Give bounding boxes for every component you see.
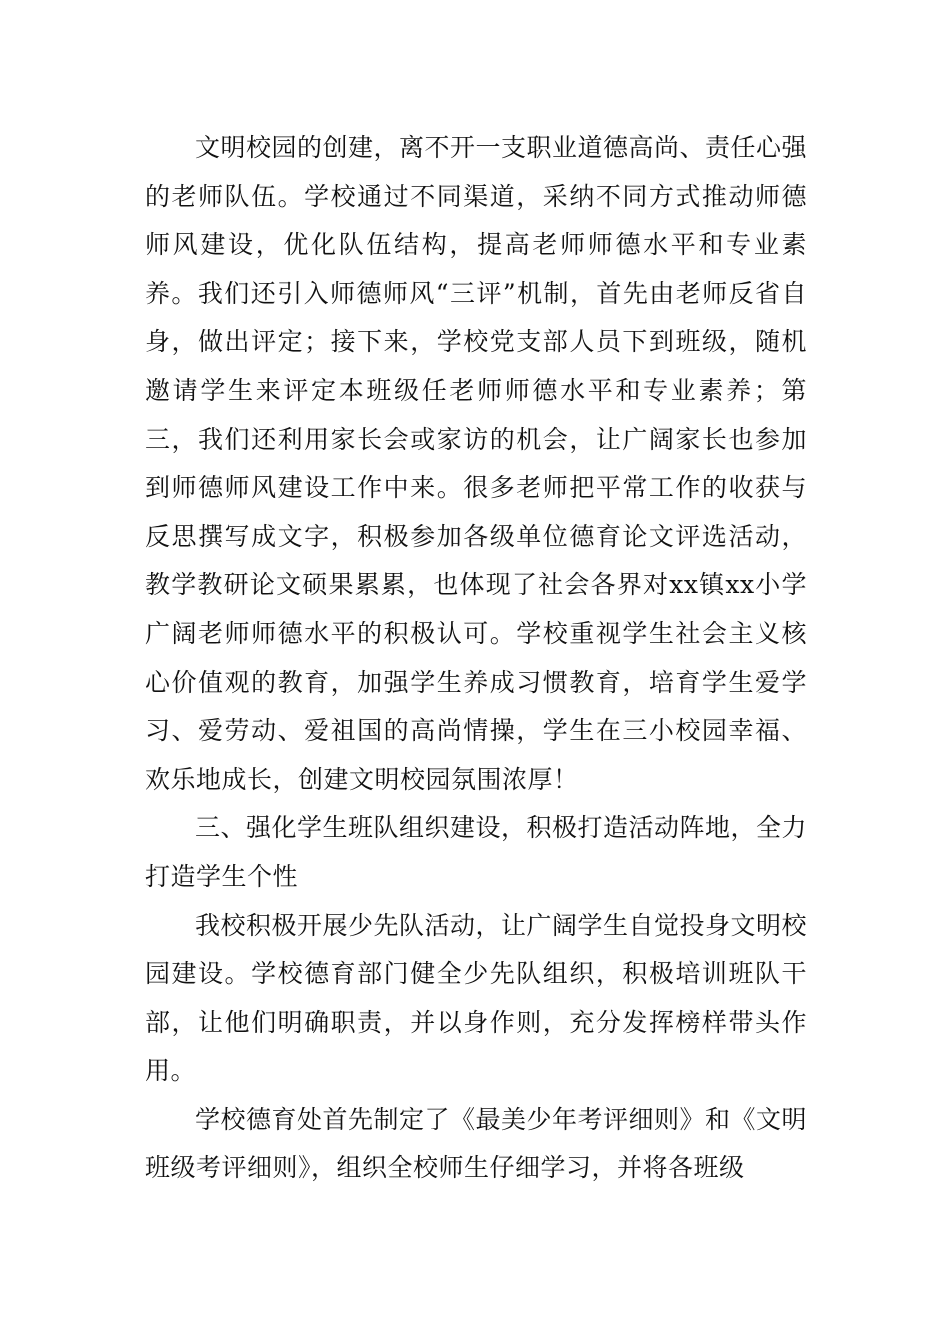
document-body: [145, 124, 807, 1193]
section-heading-three: 三、强化学生班队组织建设，积极打造活动阵地，全力打造学生个性: [145, 813, 808, 891]
paragraph-evaluation-rules: 学校德育处首先制定了《最美少年考评细则》和《文明班级考评细则》，组织全校师生仔细学习，并将各班级: [145, 1104, 808, 1183]
paragraph-teacher-ethics: 文明校园的创建，离不开一支职业道德高尚、责任心强的老师队伍。学校通过不同渠道，采纳不同方式推动师德师风建设，优化队伍结构，提高老师师德水平和专业素养。我们还引入师德师风“三评”机制，首先由老师反省自身，做出评定；接下来，学校党支部人员下到班级，随机邀请学生来评定本班级任老师师德水平和专业素养；第三，我们还利用家长会或家访的机会，让广阔家长也参加到师德师风建设工作中来。很多老师把平常工作的收获与反思撰写成文字，积极参加各级单位德育论文评选活动，教学教研论文硕果累累，也体现了社会各界对xx镇xx小学广阔老师师德水平的积极认可。学校重视学生社会主义核心价值观的教育，加强学生养成习惯教育，培育学生爱学习、爱劳动、爱祖国的高尚情操，学生在三小校园幸福、欢乐地成长，创建文明校园氛围浓厚！: [145, 133, 808, 794]
paragraph-young-pioneers: 我校积极开展少先队活动，让广阔学生自觉投身文明校园建设。学校德育部门健全少先队组织，积极培训班队干部，让他们明确职责，并以身作则，充分发挥榜样带头作用。: [145, 910, 808, 1086]
